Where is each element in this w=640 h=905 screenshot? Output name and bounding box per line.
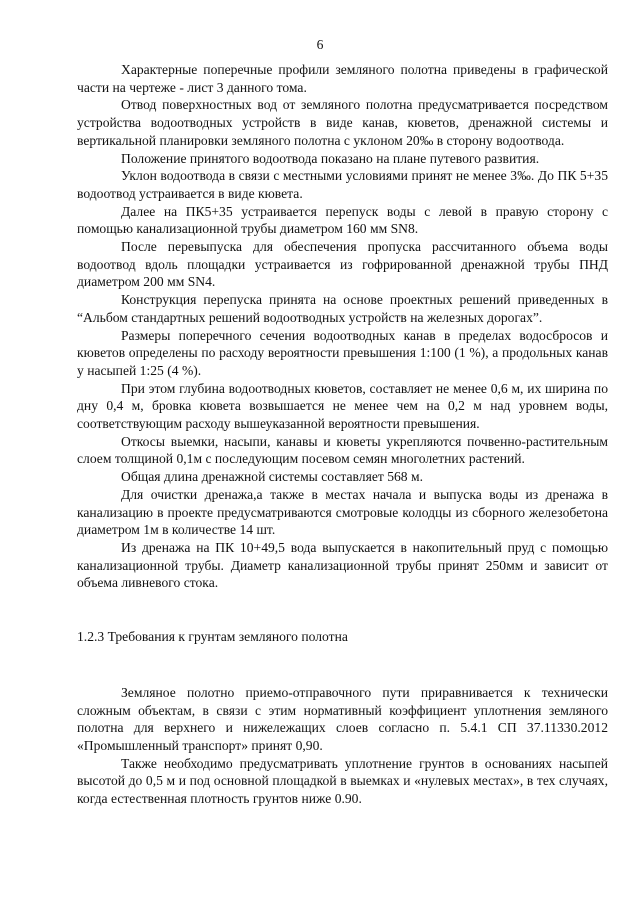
paragraph-slope-reinforcement: Откосы выемки, насыпи, канавы и кюветы укрепляются почвенно-растительным слоем толщиной 0,1м с последующим посевом семян многолетних растений.	[77, 433, 608, 467]
paragraph-ditch-depth: При этом глубина водоотводных кюветов, составляет не менее 0,6 м, их ширина по дну 0,4 м, бровка кювета возвышается не менее чем на 0,2 м над уровнем воды, соответствующим расходу вышеуказанной вероятности превышения.	[77, 380, 608, 432]
paragraph-compaction-coefficient: Земляное полотно приемо-отправочного пути приравнивается к технически сложным объектам, в связи с этим нормативный коэффициент уплотнения земляного полотна для верхнего и нижележащих слоев согласно п. 5.4.1 СП 37.11330.2012 «Промышленный транспорт» принят 0,90.	[77, 684, 608, 753]
paragraph-inspection-wells: Для очистки дренажа,а также в местах начала и выпуска воды из дренажа в канализацию в проекте предусматриваются смотровые колодцы из сборного железобетона диаметром 1м в количестве 14 шт.	[77, 486, 608, 538]
paragraph-water-bypass: Далее на ПК5+35 устраивается перепуск воды с левой в правую сторону с помощью канализационной трубы диаметром 160 мм SN8.	[77, 203, 608, 237]
body-text	[77, 61, 608, 808]
page-number: 6	[316, 37, 324, 52]
paragraph-surface-drainage: Отвод поверхностных вод от земляного полотна предусматривается посредством устройства водоотводных устройств в виде канав, кюветов, дренажной системы и вертикальной планировки земляного полотна с уклоном 20‰ в сторону водоотвода.	[77, 97, 608, 148]
paragraph-corrugated-pipe: После перевыпуска для обеспечения пропуска рассчитанного объема воды водоотвод вдоль площадки устраивается из гофрированной дренажной трубы ПНД диаметром 200 мм SN4.	[77, 239, 608, 290]
paragraph-drainage-length: Общая длина дренажной системы составляет 568 м.	[121, 469, 423, 485]
paragraph-soil-compaction: Также необходимо предусматривать уплотнение грунтов в основаниях насыпей высотой до 0,5 м и под основной площадкой в выемках и «нулевых местах», в тех случаях, когда естественная плотность грунтов ниже 0.90.	[77, 755, 608, 807]
paragraph-storage-pond: Из дренажа на ПК 10+49,5 вода выпускается в накопительный пруд с помощью канализационной трубы. Диаметр канализационной трубы принят 250мм и зависит от объема ливневого стока.	[77, 539, 608, 591]
paragraph-cross-profiles: Характерные поперечные профили земляного полотна приведены в графической части на чертеже - лист 3 данного тома.	[77, 62, 608, 95]
paragraph-bypass-design: Конструкция перепуска принята на основе проектных решений приведенных в “Альбом стандартных решений водоотводных устройств на железных дорогах”.	[77, 292, 608, 325]
paragraph-drainage-slope: Уклон водоотвода в связи с местными условиями принят не менее 3‰. До ПК 5+35 водоотвод устраивается в виде кювета.	[77, 168, 608, 201]
paragraph-drainage-position: Положение принятого водоотвода показано на плане путевого развития.	[121, 150, 540, 166]
paragraph-channel-dimensions: Размеры поперечного сечения водоотводных канав в пределах водосбросов и кюветов определены по расходу вероятности превышения 1:100 (1 %), а продольных канав у насыпей 1:25 (4 %).	[77, 327, 608, 378]
section-heading: 1.2.3 Требования к грунтам земляного полотна	[77, 629, 348, 645]
